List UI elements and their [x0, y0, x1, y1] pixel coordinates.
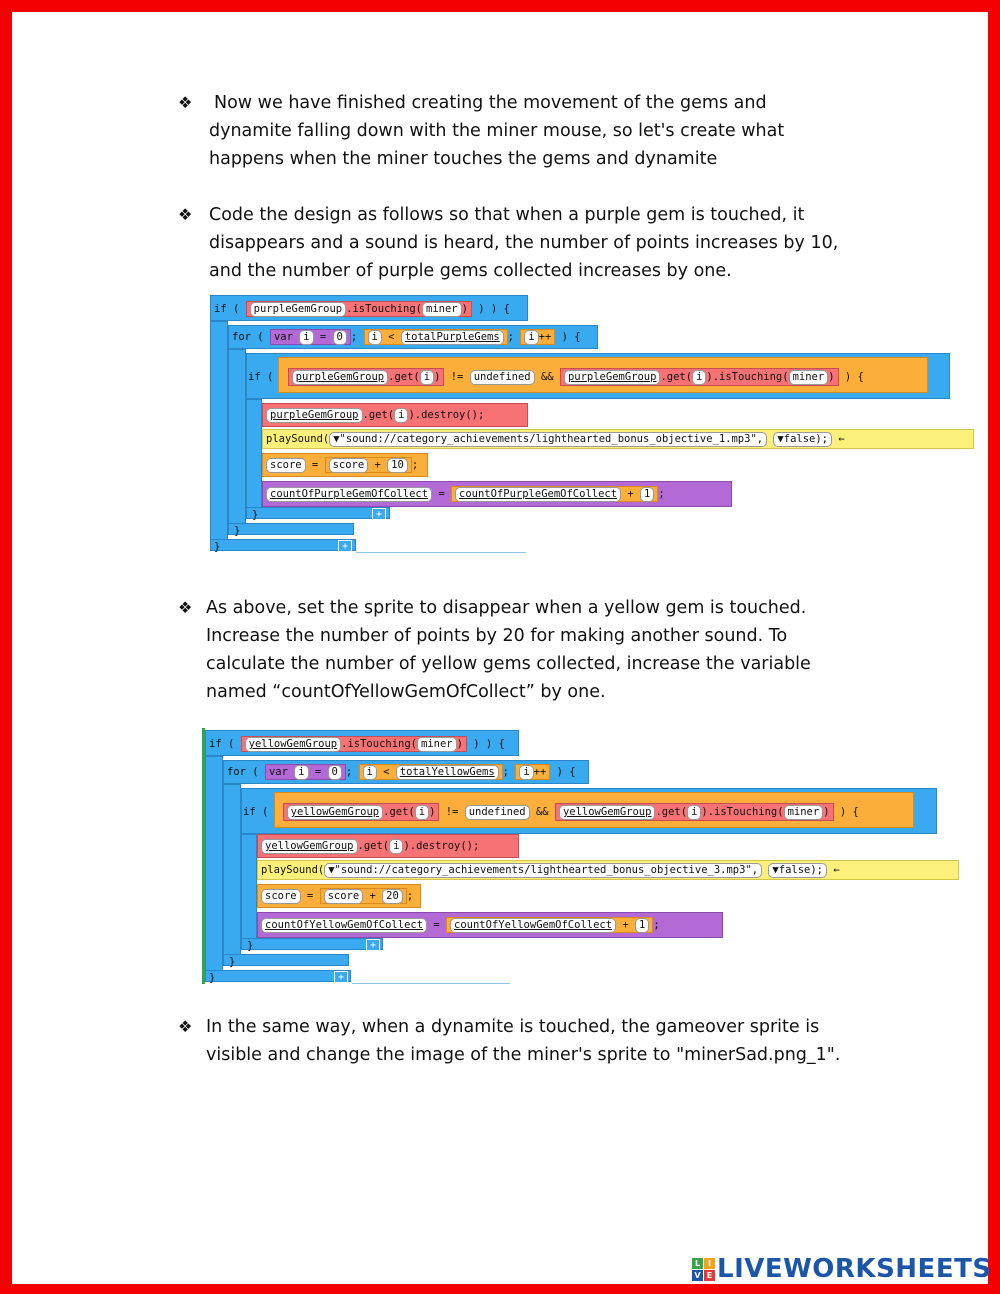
text-line: calculate the number of yellow gems collected, increase the variable [206, 654, 811, 674]
zero-value[interactable]: 0 [333, 330, 347, 345]
get-call: .get( [655, 806, 688, 818]
text-line: As above, set the sprite to disappear when a yellow gem is touched. [206, 598, 807, 618]
playsound-call: playSound( [261, 864, 325, 876]
not-equal: != [450, 371, 464, 383]
brace: } [252, 509, 259, 521]
istouching-call: .isTouching( [707, 806, 784, 818]
istouching-call: .isTouching( [712, 371, 789, 383]
destroy-call: .destroy(); [414, 409, 485, 421]
divider [356, 552, 526, 553]
group-variable[interactable]: yellowGemGroup [261, 839, 358, 854]
brace: } [209, 972, 216, 984]
for-block-arm [223, 784, 241, 960]
var-keyword: var [273, 331, 293, 343]
score-variable[interactable]: score [324, 889, 364, 904]
istouching-call: .isTouching( [346, 303, 422, 315]
and-operator: && [540, 371, 554, 383]
text-line: visible and change the image of the miner's sprite to "minerSad.png_1". [206, 1045, 841, 1065]
if-keyword: if ( [209, 738, 235, 750]
equals: = [319, 331, 327, 343]
false-dropdown[interactable]: ▼false); [768, 863, 827, 878]
for-keyword: for ( [227, 766, 259, 778]
increment: ++ [538, 331, 552, 343]
group-variable[interactable]: purpleGemGroup [266, 408, 363, 423]
arrow-left-icon[interactable]: ← [833, 864, 840, 876]
group-variable[interactable]: yellowGemGroup [245, 737, 342, 752]
code-block-yellow-gem: if ( yellowGemGroup .isTouching( miner ) ) ) { for ( var i = 0 ; i < totalYellowGems ; i ++ ) { if ( yellowGemGroup .get( i ) != undefined && yellowGemGroup .get( i ).isTouching( miner ) ) { yellowGemGroup .get( i ).destroy(); playSound( ▼"sound://category_achievements/lighthearted_bonus_objective_3.mp3", ▼false); ← score = score + 20 ; countOfYellowGemOfCollect = countOfYellowGemOfCollect + 1 ; } + } } + [202, 728, 962, 986]
text-line: Code the design as follows so that when a purple gem is touched, it [209, 205, 805, 225]
logo-text: LIVEWORKSHEETS [717, 1254, 992, 1284]
group-variable[interactable]: yellowGemGroup [287, 805, 384, 820]
text-line: named “countOfYellowGemOfCollect” by one. [206, 682, 606, 702]
add-plus-icon[interactable]: + [334, 971, 348, 983]
instruction-paragraph-4 [178, 1013, 898, 1069]
for-keyword: for ( [232, 331, 264, 343]
brace: ) { [561, 331, 581, 343]
semicolon: ; [345, 766, 353, 778]
points-value[interactable]: 20 [382, 889, 403, 904]
instruction-paragraph-1 [178, 89, 898, 173]
playsound-call: playSound( [266, 433, 330, 445]
if-block-arm [210, 321, 228, 551]
brace: ) ) { [473, 738, 505, 750]
bullet-icon: ❖ [178, 205, 193, 224]
if-block-arm [205, 756, 223, 982]
liveworksheets-logo[interactable] [692, 1254, 992, 1284]
score-variable[interactable]: score [266, 458, 306, 473]
text-line: Now we have finished creating the movement of the gems and [214, 93, 767, 113]
group-variable[interactable]: purpleGemGroup [250, 302, 347, 317]
i-variable[interactable]: i [363, 765, 377, 780]
miner-variable[interactable]: miner [417, 737, 457, 752]
not-equal: != [445, 806, 459, 818]
increment: ++ [533, 766, 547, 778]
for-block-foot [228, 523, 354, 535]
text-line: disappears and a sound is heard, the number of points increases by 10, [209, 233, 839, 253]
i-variable[interactable]: i [519, 765, 533, 780]
inner-if-arm [241, 834, 257, 944]
i-variable[interactable]: i [389, 839, 403, 854]
if-keyword: if ( [214, 303, 240, 315]
istouching-call: .isTouching( [341, 738, 417, 750]
one-value[interactable]: 1 [640, 487, 654, 502]
get-call: .get( [357, 840, 390, 852]
inner-if-foot [246, 507, 390, 519]
and-operator: && [535, 806, 549, 818]
logo-mark-letter: L [692, 1258, 703, 1269]
brace: ) ) { [478, 303, 510, 315]
brace: } [229, 956, 236, 968]
i-variable[interactable]: i [294, 765, 308, 780]
logo-mark-letter: E [704, 1270, 715, 1281]
score-variable[interactable]: score [261, 889, 301, 904]
if-block-foot [205, 970, 351, 982]
miner-variable[interactable]: miner [784, 805, 824, 820]
group-variable[interactable]: purpleGemGroup [564, 370, 661, 385]
i-variable[interactable]: i [692, 370, 706, 385]
brace: ) { [839, 806, 859, 818]
undefined-value[interactable]: undefined [470, 370, 535, 385]
text-line: and the number of purple gems collected increases by one. [209, 261, 732, 281]
get-call: .get( [660, 371, 693, 383]
arrow-left-icon[interactable]: ← [838, 433, 845, 445]
sound-path: "sound://category_achievements/lighthearted_bonus_objective_3.mp3", [334, 864, 759, 876]
semicolon: ; [350, 331, 358, 343]
instruction-paragraph-3 [178, 594, 898, 706]
i-variable[interactable]: i [394, 408, 408, 423]
brace: ) { [844, 371, 864, 383]
if-keyword: if ( [243, 806, 269, 818]
bullet-icon: ❖ [178, 598, 193, 617]
count-variable[interactable]: countOfYellowGemOfCollect [450, 918, 616, 933]
count-variable[interactable]: countOfPurpleGemOfCollect [455, 487, 621, 502]
points-value[interactable]: 10 [387, 458, 408, 473]
miner-variable[interactable]: miner [422, 302, 462, 317]
false-value: false); [783, 433, 829, 445]
logo-mark-letter: I [704, 1258, 715, 1269]
sound-path: "sound://category_achievements/lighthearted_bonus_objective_1.mp3", [339, 433, 764, 445]
false-value: false); [778, 864, 824, 876]
logo-mark-letter: V [692, 1270, 703, 1281]
get-call: .get( [388, 371, 420, 383]
total-variable[interactable]: totalPurpleGems [401, 330, 504, 345]
semicolon: ; [502, 766, 509, 778]
add-plus-icon[interactable]: + [372, 508, 386, 520]
sound-path-dropdown[interactable]: ▼"sound://category_achievements/lighthearted_bonus_objective_1.mp3", [329, 432, 767, 447]
brace: ) { [556, 766, 576, 778]
text-line: In the same way, when a dynamite is touched, the gameover sprite is [206, 1017, 820, 1037]
if-keyword: if ( [248, 371, 274, 383]
count-variable[interactable]: countOfPurpleGemOfCollect [266, 487, 432, 502]
total-variable[interactable]: totalYellowGems [396, 765, 499, 780]
group-variable[interactable]: yellowGemGroup [559, 805, 656, 820]
brace: } [234, 525, 241, 537]
liveworksheets-mark-icon [692, 1258, 715, 1281]
if-block-foot [210, 539, 356, 551]
add-plus-icon[interactable]: + [338, 540, 352, 552]
destroy-call: .destroy(); [409, 840, 480, 852]
get-call: .get( [383, 806, 415, 818]
false-dropdown[interactable]: ▼false); [773, 432, 832, 447]
i-variable[interactable]: i [299, 330, 313, 345]
zero-value[interactable]: 0 [328, 765, 342, 780]
sound-path-dropdown[interactable]: ▼"sound://category_achievements/lighthearted_bonus_objective_3.mp3", [324, 863, 762, 878]
semicolon: ; [507, 331, 514, 343]
score-variable[interactable]: score [329, 458, 369, 473]
miner-variable[interactable]: miner [789, 370, 829, 385]
i-variable[interactable]: i [415, 805, 429, 820]
add-plus-icon[interactable]: + [366, 939, 380, 951]
brace: } [247, 940, 254, 952]
text-line: dynamite falling down with the miner mouse, so let's create what [209, 121, 785, 141]
less-than: < [388, 331, 395, 343]
group-variable[interactable]: purpleGemGroup [292, 370, 389, 385]
inner-if-foot [241, 938, 383, 950]
inner-if-arm [246, 399, 262, 513]
undefined-value[interactable]: undefined [465, 805, 530, 820]
divider [352, 983, 510, 984]
i-variable[interactable]: i [368, 330, 382, 345]
text-line: Increase the number of points by 20 for making another sound. To [206, 626, 788, 646]
instruction-paragraph-2 [178, 201, 898, 285]
count-variable[interactable]: countOfYellowGemOfCollect [261, 918, 427, 933]
less-than: < [383, 766, 390, 778]
one-value[interactable]: 1 [635, 918, 649, 933]
text-line: happens when the miner touches the gems and dynamite [209, 149, 718, 169]
code-block-purple-gem: if ( purpleGemGroup .isTouching( miner ) ) ) { for ( var i = 0 ; i < totalPurpleGems ; i ++ ) { if ( purpleGemGroup .get( i ) != undefined && purpleGemGroup .get( i ).isTouching( miner ) ) { purpleGemGroup .get( i ).destroy(); playSound( ▼"sound://category_achievements/lighthearted_bonus_objective_1.mp3", ▼false); ← score = score + 10 ; countOfPurpleGemOfCollect = countOfPurpleGemOfCollect + 1 ; } + } } + [208, 293, 978, 555]
bullet-icon: ❖ [178, 93, 193, 112]
var-keyword: var [268, 766, 288, 778]
i-variable[interactable]: i [687, 805, 701, 820]
brace: } [214, 541, 221, 553]
for-block-foot [223, 954, 349, 966]
for-block-arm [228, 349, 246, 529]
i-variable[interactable]: i [524, 330, 538, 345]
get-call: .get( [362, 409, 395, 421]
equals: = [314, 766, 322, 778]
bullet-icon: ❖ [178, 1017, 193, 1036]
i-variable[interactable]: i [420, 370, 434, 385]
